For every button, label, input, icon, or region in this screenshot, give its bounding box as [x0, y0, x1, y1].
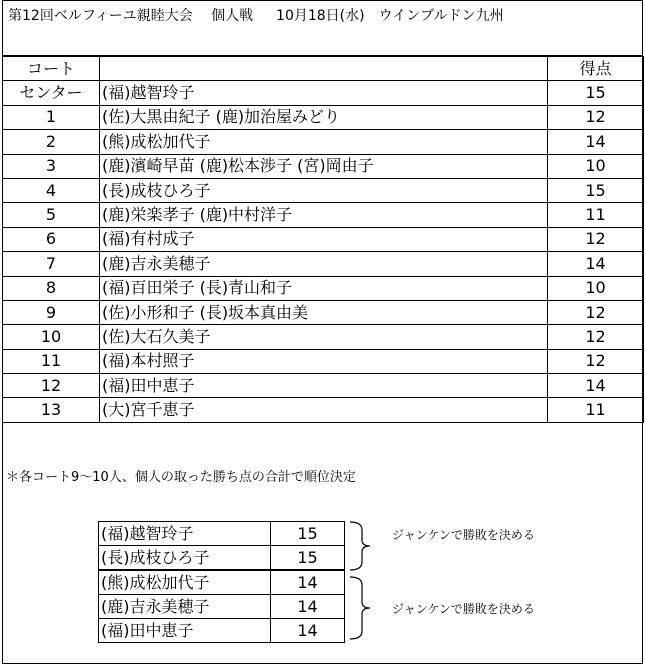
names-cell: (鹿)吉永美穂子 [100, 252, 548, 276]
table-row [3, 81, 644, 105]
results-table [2, 56, 644, 423]
table-row [3, 325, 644, 349]
header-names [100, 57, 548, 81]
score-cell: 12 [548, 300, 644, 324]
score-cell: 11 [548, 203, 644, 227]
names-cell: (福)有村成子 [100, 227, 548, 251]
header-score: 得点 [548, 57, 644, 81]
court-cell: 13 [3, 398, 100, 422]
names-cell: (佐)小形和子 (長)坂本真由美 [100, 300, 548, 324]
table-row [3, 276, 644, 300]
tiebreak-score-cell: 14 [271, 619, 345, 643]
score-cell: 14 [548, 252, 644, 276]
table-row [3, 203, 644, 227]
table-row [3, 178, 644, 202]
court-cell: 5 [3, 203, 100, 227]
court-cell: 8 [3, 276, 100, 300]
group-2-label: ジャンケンで勝敗を決める [392, 602, 535, 616]
court-cell: 4 [3, 178, 100, 202]
tiebreak-table [98, 521, 345, 643]
group-1-label: ジャンケンで勝敗を決める [392, 528, 535, 542]
table-row [3, 227, 644, 251]
names-cell: (福)本村照子 [100, 349, 548, 373]
court-cell: センター [3, 81, 100, 105]
court-cell: 7 [3, 252, 100, 276]
court-cell: 6 [3, 227, 100, 251]
table-row [3, 105, 644, 129]
names-cell: (熊)成松加代子 [100, 130, 548, 154]
names-cell: (長)成枝ひろ子 [100, 178, 548, 202]
tiebreak-row [99, 570, 345, 595]
table-row [3, 349, 644, 373]
brace-group-1-icon [348, 520, 378, 572]
table-row [3, 130, 644, 154]
score-cell: 11 [548, 398, 644, 422]
names-cell: (福)田中恵子 [100, 374, 548, 398]
table-row [3, 300, 644, 324]
brace-group-2-icon [348, 575, 378, 641]
table-row [3, 374, 644, 398]
results-header-row [3, 57, 644, 81]
tiebreak-row [99, 546, 345, 571]
tiebreak-score-cell: 15 [271, 522, 345, 546]
tiebreak-name-cell: (福)田中恵子 [99, 619, 271, 643]
tiebreak-score-cell: 14 [271, 570, 345, 595]
table-row [3, 252, 644, 276]
score-cell: 12 [548, 349, 644, 373]
names-cell: (鹿)濱崎早苗 (鹿)松本渉子 (宮)岡由子 [100, 154, 548, 178]
score-cell: 12 [548, 325, 644, 349]
court-cell: 11 [3, 349, 100, 373]
score-cell: 12 [548, 105, 644, 129]
court-cell: 1 [3, 105, 100, 129]
court-cell: 3 [3, 154, 100, 178]
names-cell: (福)百田栄子 (長)青山和子 [100, 276, 548, 300]
court-cell: 9 [3, 300, 100, 324]
court-cell: 12 [3, 374, 100, 398]
score-cell: 10 [548, 276, 644, 300]
score-cell: 15 [548, 81, 644, 105]
tiebreak-row [99, 595, 345, 619]
title-row [2, 0, 643, 56]
names-cell: (鹿)栄楽孝子 (鹿)中村洋子 [100, 203, 548, 227]
score-cell: 14 [548, 130, 644, 154]
score-cell: 14 [548, 374, 644, 398]
tiebreak-row [99, 522, 345, 546]
tiebreak-row [99, 619, 345, 643]
table-row [3, 154, 644, 178]
score-cell: 10 [548, 154, 644, 178]
score-cell: 15 [548, 178, 644, 202]
tiebreak-name-cell: (鹿)吉永美穂子 [99, 595, 271, 619]
score-cell: 12 [548, 227, 644, 251]
names-cell: (佐)大石久美子 [100, 325, 548, 349]
page-title: 第12回ベルフィーユ親睦大会 個人戦 10月18日(水) ウインブルドン九州 [8, 8, 504, 24]
tiebreak-name-cell: (熊)成松加代子 [99, 570, 271, 595]
tiebreak-score-cell: 15 [271, 546, 345, 571]
names-cell: (大)宮千恵子 [100, 398, 548, 422]
tiebreak-score-cell: 14 [271, 595, 345, 619]
court-cell: 10 [3, 325, 100, 349]
tiebreak-name-cell: (長)成枝ひろ子 [99, 546, 271, 571]
table-row [3, 398, 644, 422]
names-cell: (佐)大黒由紀子 (鹿)加治屋みどり [100, 105, 548, 129]
ranking-note: ＊各コート9～10人、個人の取った勝ち点の合計で順位決定 [6, 470, 356, 485]
header-court: コート [3, 57, 100, 81]
names-cell: (福)越智玲子 [100, 81, 548, 105]
tiebreak-name-cell: (福)越智玲子 [99, 522, 271, 546]
court-cell: 2 [3, 130, 100, 154]
